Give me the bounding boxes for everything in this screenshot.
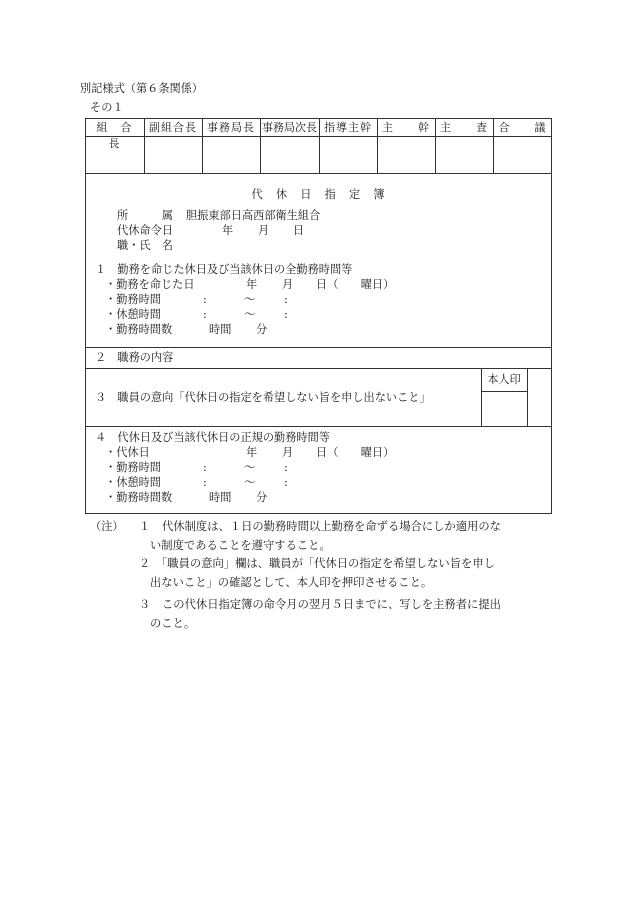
s4-work-colon-2: : bbox=[284, 461, 288, 474]
s4-minutes-unit: 分 bbox=[256, 491, 268, 504]
s4-month: 月 bbox=[282, 446, 294, 459]
section3-title: ３ 職員の意向「代休日の指定を希望しない旨を申し出ないこと」 bbox=[95, 391, 431, 404]
s4-work-time-label: ・勤務時間 bbox=[105, 461, 161, 474]
s4-weekday: 日（ 曜日） bbox=[316, 446, 395, 459]
form-label: 別記様式（第６条関係） bbox=[80, 82, 204, 95]
s1-minutes-unit: 分 bbox=[256, 323, 268, 336]
note-line: 出ないこと」の確認として、本人印を押印させること。 bbox=[150, 576, 433, 589]
section1-divider bbox=[85, 347, 552, 348]
s1-rest-time-label: ・休憩時間 bbox=[105, 308, 161, 321]
stamp-row-divider bbox=[85, 173, 552, 174]
s1-hours-count-label: ・勤務時間数 bbox=[105, 323, 173, 336]
s4-rest-tilde: ～ bbox=[244, 476, 256, 489]
s1-date-label: ・勤務を命じた日 bbox=[105, 278, 195, 291]
s1-rest-colon-2: : bbox=[284, 308, 288, 321]
seal-header-divider bbox=[481, 391, 527, 392]
stamp-header-fukukumiaicho: 副組合長 bbox=[149, 121, 197, 134]
order-date-month: 月 bbox=[258, 224, 270, 237]
note-number: １ bbox=[139, 520, 151, 533]
note-line: この代休日指定簿の命令月の翌月５日までに、写しを主務者に提出 bbox=[162, 598, 501, 611]
s4-work-tilde: ～ bbox=[244, 461, 256, 474]
s1-weekday: 日（ 曜日） bbox=[316, 278, 395, 291]
order-date-year: 年 bbox=[222, 224, 234, 237]
stamp-header-shukan: 主 幹 bbox=[382, 121, 430, 134]
s1-rest-tilde: ～ bbox=[244, 308, 256, 321]
section2-title: ２ 職務の内容 bbox=[95, 351, 174, 364]
s1-rest-colon-1: : bbox=[203, 308, 207, 321]
s4-work-colon-1: : bbox=[203, 461, 207, 474]
section3-divider bbox=[85, 426, 552, 427]
s4-date-label: ・代休日 bbox=[105, 446, 150, 459]
stamp-header-kumiaicho: 組 合 長 bbox=[96, 121, 145, 150]
note-line: い制度であることを遵守すること。 bbox=[150, 539, 331, 552]
s4-year: 年 bbox=[246, 446, 258, 459]
document-title: 代 休 日 指 定 簿 bbox=[251, 188, 386, 201]
s4-rest-time-label: ・休憩時間 bbox=[105, 476, 161, 489]
seal-box-right bbox=[527, 368, 528, 426]
stamp-header-jimukyokujicho: 事務局次長 bbox=[262, 121, 317, 134]
s1-year: 年 bbox=[246, 278, 258, 291]
affiliation-value: 胆振東部日高西部衛生組合 bbox=[186, 209, 321, 222]
s4-rest-colon-2: : bbox=[284, 476, 288, 489]
s4-rest-colon-1: : bbox=[203, 476, 207, 489]
stamp-header-shusa: 主 査 bbox=[440, 121, 488, 134]
s1-work-colon-2: : bbox=[284, 293, 288, 306]
name-label: 職・氏 名 bbox=[117, 239, 173, 252]
stamp-header-shidoshukan: 指導主幹 bbox=[324, 121, 372, 134]
s1-work-colon-1: : bbox=[203, 293, 207, 306]
note-line: 代休制度は、１日の勤務時間以上勤務を命ずる場合にしか適用のな bbox=[162, 520, 501, 533]
s1-month: 月 bbox=[282, 278, 294, 291]
affiliation-label: 所 属 bbox=[117, 209, 173, 222]
stamp-header-gogi: 合 議 bbox=[498, 121, 547, 134]
note-line: のこと。 bbox=[150, 617, 196, 630]
note-line: 「職員の意向」欄は、職員が「代休日の指定を希望しない旨を申し bbox=[156, 557, 495, 570]
stamp-header-jimukyokucho: 事務局長 bbox=[207, 121, 255, 134]
s1-hours-unit: 時間 bbox=[209, 323, 232, 336]
form-number: その１ bbox=[90, 101, 124, 114]
order-date-day: 日 bbox=[293, 224, 305, 237]
notes-label: （注） bbox=[90, 520, 124, 533]
section1-title: １ 勤務を命じた休日及び当該休日の全勤務時間等 bbox=[95, 263, 353, 276]
order-date-label: 代休命令日 bbox=[117, 224, 173, 237]
section4-title: ４ 代休日及び当該代休日の正規の勤務時間等 bbox=[95, 431, 330, 444]
seal-label: 本人印 bbox=[487, 373, 521, 386]
note-number: ２ bbox=[139, 557, 151, 570]
s1-work-time-label: ・勤務時間 bbox=[105, 293, 161, 306]
s4-hours-count-label: ・勤務時間数 bbox=[105, 491, 173, 504]
s1-work-tilde: ～ bbox=[244, 293, 256, 306]
note-number: ３ bbox=[139, 598, 151, 611]
s4-hours-unit: 時間 bbox=[209, 491, 232, 504]
